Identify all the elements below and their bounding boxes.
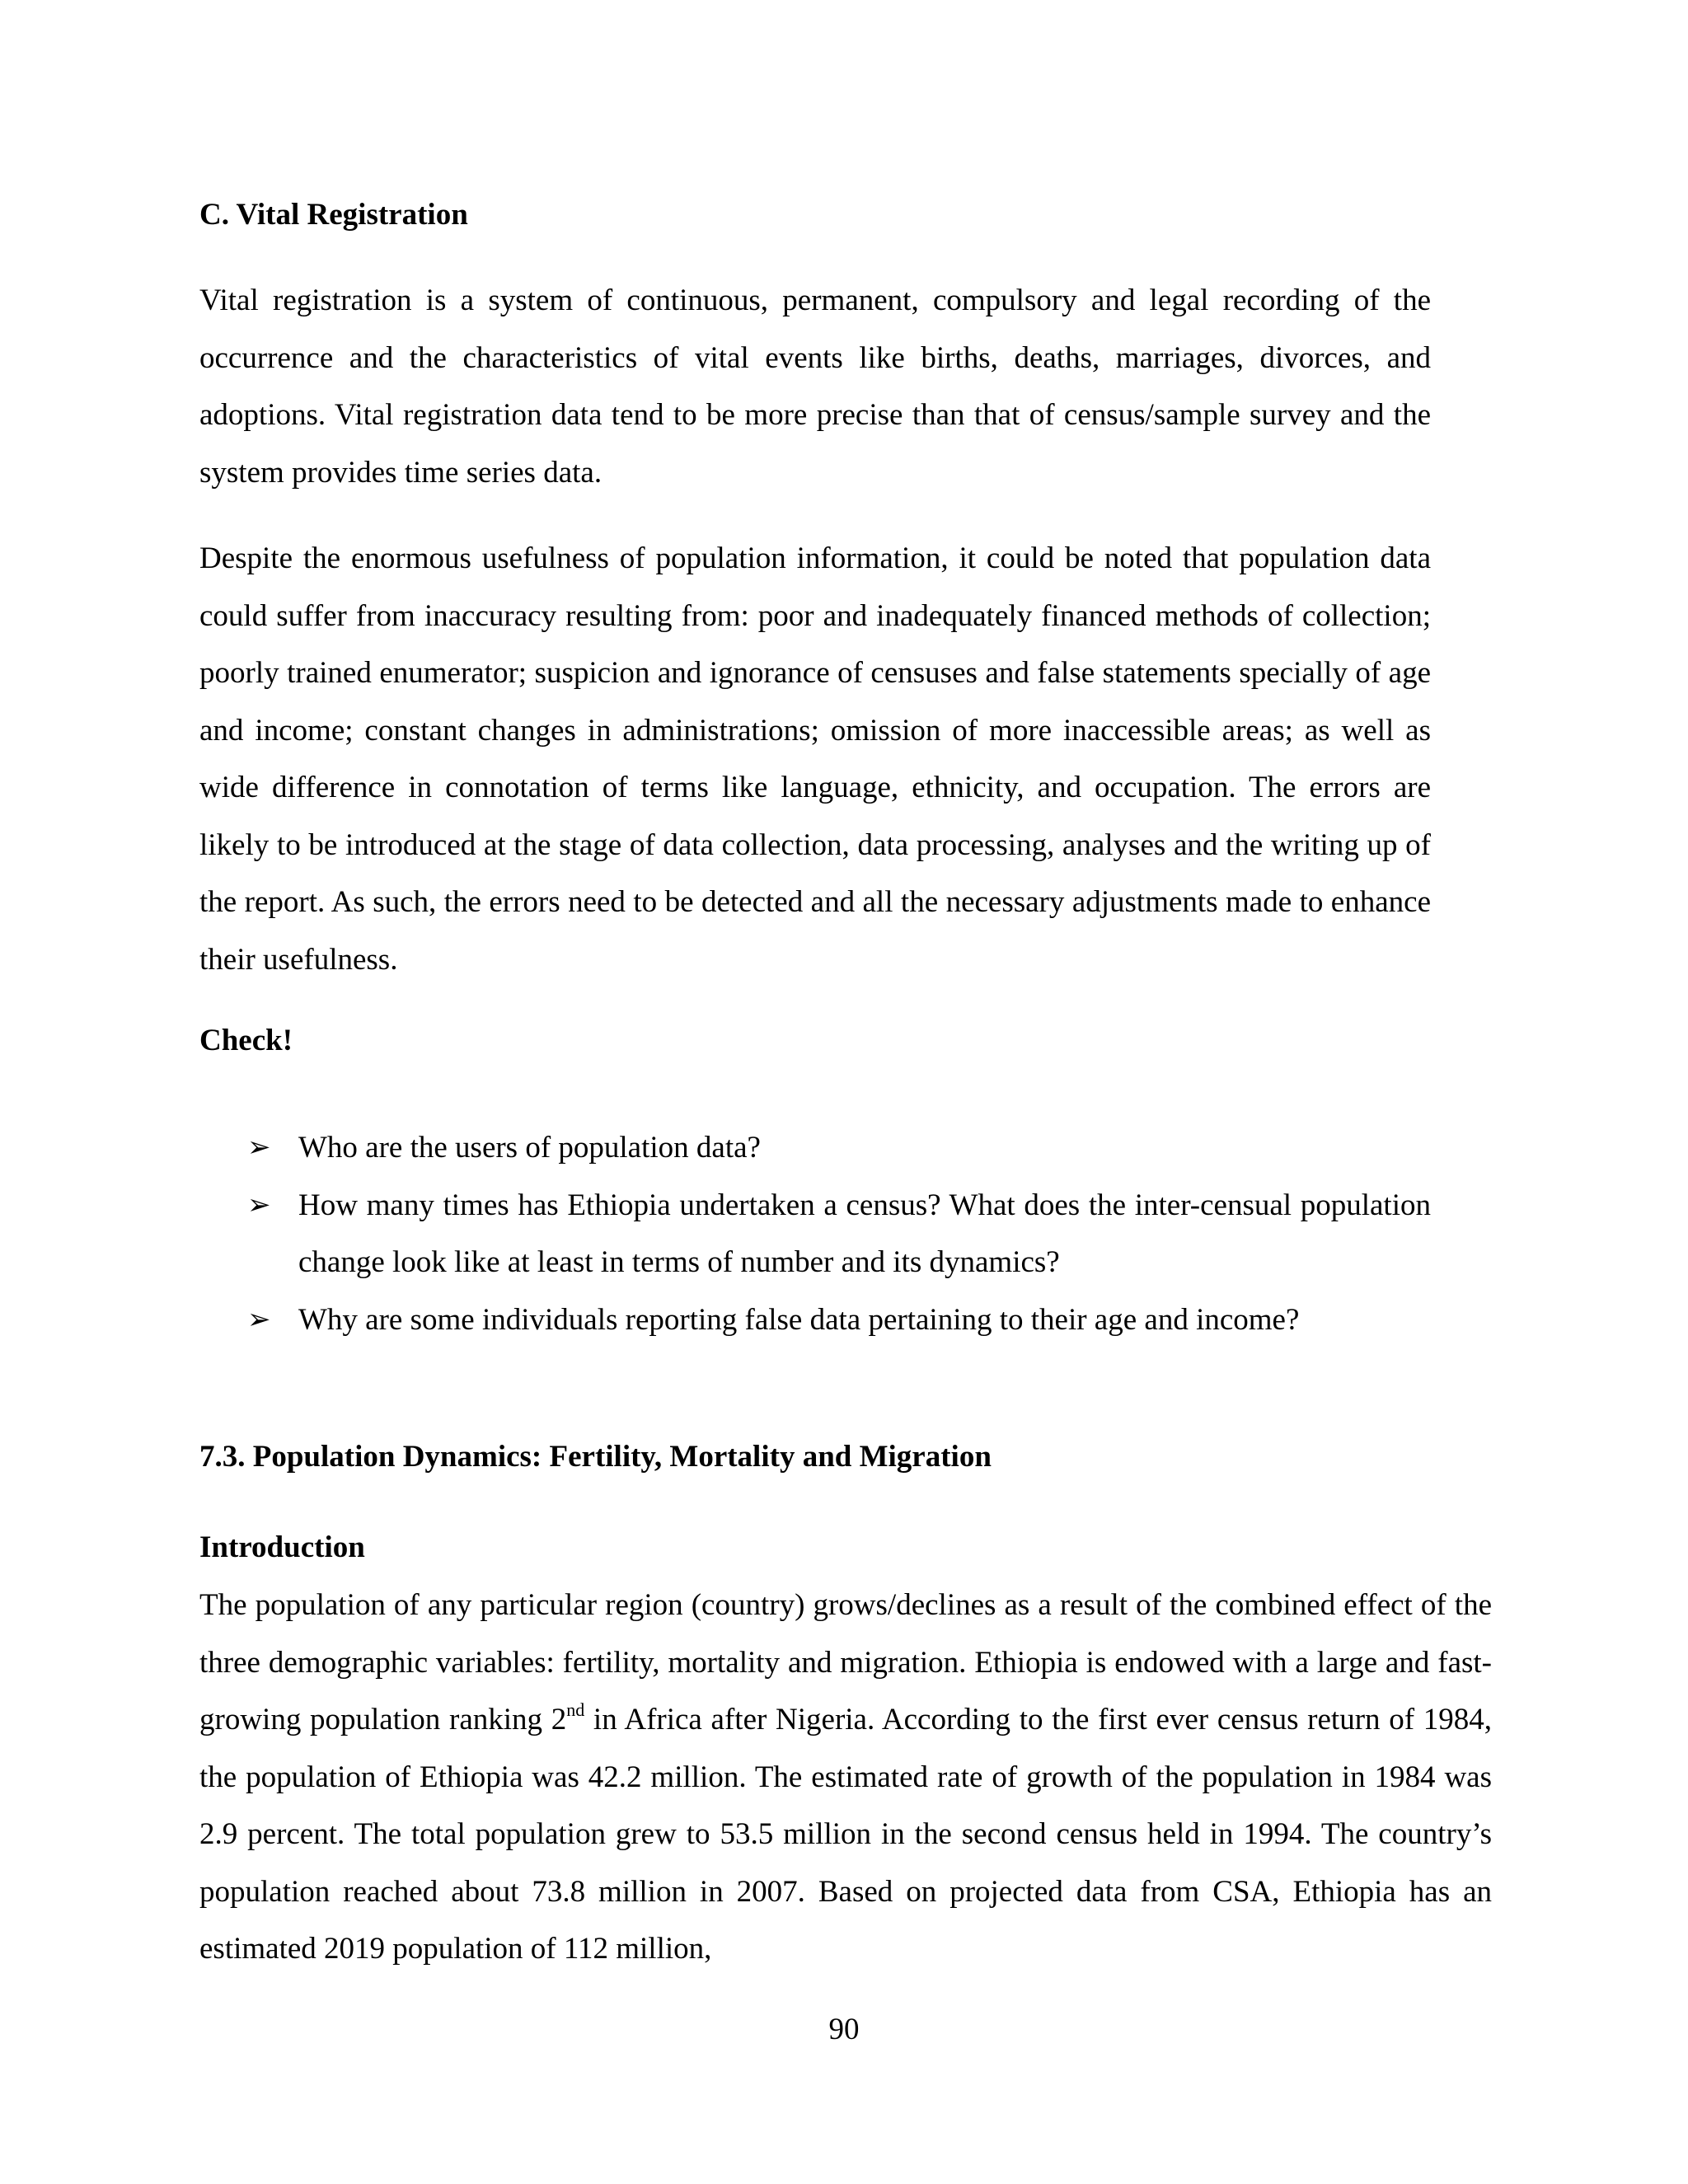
section-heading-population-dynamics: 7.3. Population Dynamics: Fertility, Mortality and Migration [199, 1440, 992, 1474]
paragraph-population-data-inaccuracy: Despite the enormous usefulness of population information, it could be noted that population data could suffer from inaccuracy resulting from: poor and inadequately financed methods of collection; poorly trained enumerator; suspicion and ignorance of censuses and false statements specially of age and income; constant changes in administrations; omission of more inaccessible areas; as well as wide difference in connotation of terms like language, ethnicity, and occupation. The errors are likely to be introduced at the stage of data collection, data processing, analyses and the writing up of the report. As such, the errors need to be detected and all the necessary adjustments made to enhance their usefulness. [199, 541, 1431, 977]
paragraph-introduction [199, 1577, 1492, 1978]
introduction-text-part1: The population of any particular region (country) grows/declines as a result of the combined effect of the three demographic variables: fertility, mortality and migration. Ethiopia is endowed with a large and fast-growing population ranking 2 [199, 1588, 1492, 1736]
arrow-bullet-icon: ➢ [247, 1302, 271, 1336]
list-item [199, 1119, 1431, 1177]
check-question-text: How many times has Ethiopia undertaken a census? What does the inter-censual population change look like at least in terms of number and its dynamics? [298, 1188, 1431, 1279]
ordinal-superscript: nd [566, 1699, 585, 1720]
check-question-text: Who are the users of population data? [298, 1131, 761, 1165]
list-item [199, 1177, 1431, 1291]
list-item [199, 1291, 1431, 1349]
page-number: 90 [828, 2013, 860, 2046]
check-question-list [199, 1119, 1431, 1348]
introduction-text-part2: in Africa after Nigeria. According to the first ever census return of 1984, the population of Ethiopia was 42.2 million. The estimated rate of growth of the population in 1984 was 2.9 percent. The total population grew to 53.5 million in the second census held in 1994. The country’s population reached about 73.8 million in 2007. Based on projected data from CSA, Ethiopia has an estimated 2019 population of 112 million, [199, 1703, 1492, 1966]
section-heading-vital-registration: C. Vital Registration [199, 198, 468, 232]
introduction-heading: Introduction [199, 1530, 365, 1564]
arrow-bullet-icon: ➢ [247, 1131, 271, 1164]
check-question-text: Why are some individuals reporting false data pertaining to their age and income? [298, 1302, 1300, 1337]
arrow-bullet-icon: ➢ [247, 1188, 271, 1221]
paragraph-vital-registration-definition: Vital registration is a system of continuous, permanent, compulsory and legal recording of the occurrence and the characteristics of vital events like births, deaths, marriages, divorces, and adoptions. Vital registration data tend to be more precise than that of census/sample survey and the system provides time series data. [199, 284, 1431, 490]
check-heading: Check! [199, 1024, 293, 1057]
